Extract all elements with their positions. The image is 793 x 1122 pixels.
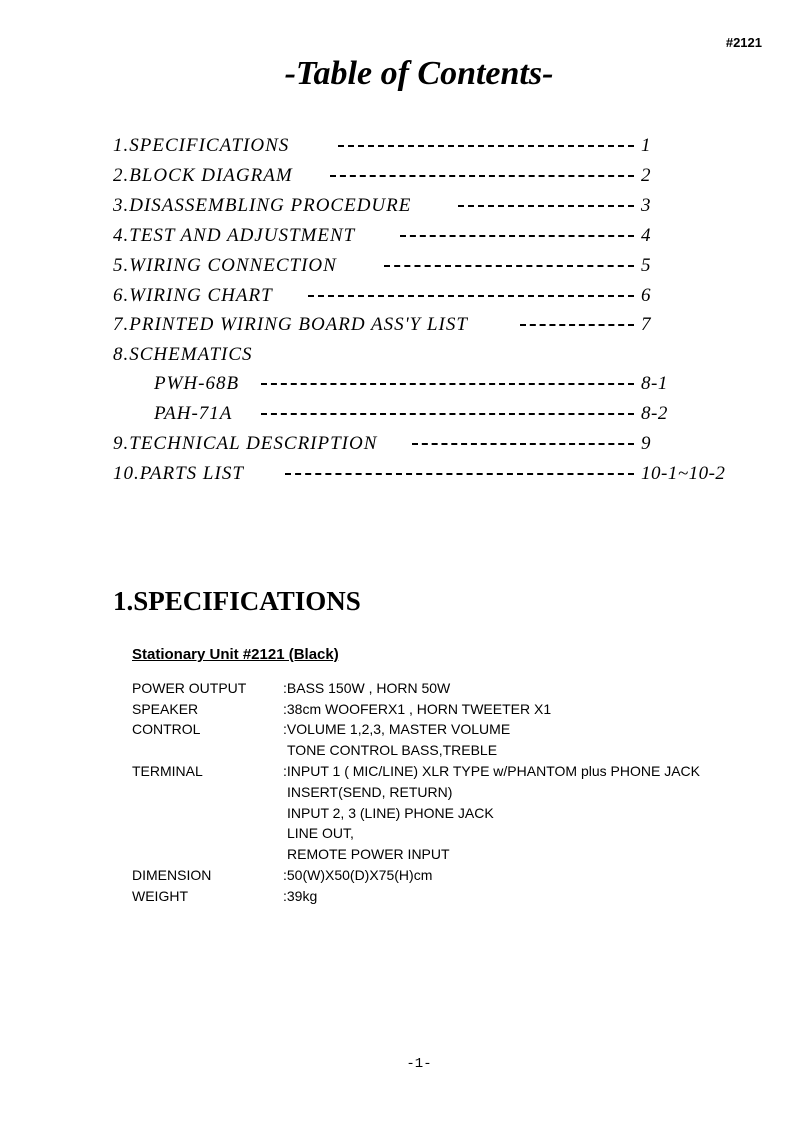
toc-entry-label: 7.PRINTED WIRING BOARD ASS'Y LIST	[113, 314, 468, 335]
toc-entry-page: 8-2	[641, 403, 668, 424]
spec-value: INSERT(SEND, RETURN)	[287, 784, 453, 800]
section-heading: 1.SPECIFICATIONS	[113, 586, 361, 616]
toc-leader-dashes	[308, 295, 634, 297]
spec-value: :VOLUME 1,2,3, MASTER VOLUME	[283, 721, 511, 737]
toc-entry-label: 6.WIRING CHART	[113, 285, 273, 306]
spec-key: POWER OUTPUT	[132, 680, 247, 696]
spec-row-weight	[132, 888, 772, 908]
toc-leader-dashes	[330, 175, 634, 177]
spec-row-terminal-cont	[132, 825, 772, 845]
spec-value: :50(W)X50(D)X75(H)cm	[283, 867, 433, 883]
toc-entry-label: 5.WIRING CONNECTION	[113, 255, 337, 276]
spec-row-dimension	[132, 867, 772, 887]
toc-entry-label: 4.TEST AND ADJUSTMENT	[113, 225, 356, 246]
toc-leader-dashes	[412, 443, 634, 445]
spec-row-control	[132, 721, 772, 741]
toc-entry-page: 3	[641, 195, 651, 216]
spec-key: SPEAKER	[132, 701, 199, 717]
spec-value: REMOTE POWER INPUT	[287, 846, 450, 862]
toc-entry-label: 10.PARTS LIST	[113, 463, 244, 484]
toc-entry-label: PAH-71A	[154, 403, 233, 424]
spec-key: DIMENSION	[132, 867, 212, 883]
toc-entry-label: 3.DISASSEMBLING PROCEDURE	[113, 195, 412, 216]
spec-key: TERMINAL	[132, 763, 203, 779]
spec-row-power-output	[132, 680, 772, 700]
toc-leader-dashes	[261, 413, 634, 415]
toc-entry-page: 4	[641, 225, 651, 246]
spec-value: INPUT 2, 3 (LINE) PHONE JACK	[287, 805, 494, 821]
toc-entry-label: 9.TECHNICAL DESCRIPTION	[113, 433, 378, 454]
toc-leader-dashes	[285, 473, 634, 475]
toc-entry-page: 7	[641, 314, 651, 335]
toc-entry-page: 9	[641, 433, 651, 454]
toc-entry-page: 2	[641, 165, 651, 186]
spec-value: TONE CONTROL BASS,TREBLE	[287, 742, 498, 758]
toc-entry-page: 5	[641, 255, 651, 276]
toc-entry-page: 8-1	[641, 373, 668, 394]
toc-entry-label: 1.SPECIFICATIONS	[113, 135, 290, 156]
spec-row-terminal-cont	[132, 846, 772, 866]
toc-entry-label: PWH-68B	[154, 373, 240, 394]
spec-row-speaker	[132, 701, 772, 721]
page-number: -1-	[406, 1056, 432, 1072]
toc-leader-dashes	[400, 235, 634, 237]
toc-title: -Table of Contents-	[284, 55, 554, 92]
toc-entry-page: 6	[641, 285, 651, 306]
toc-leader-dashes	[261, 383, 634, 385]
spec-row-control-cont	[132, 742, 772, 762]
toc-leader-dashes	[458, 205, 634, 207]
toc-leader-dashes	[520, 324, 634, 326]
document-number: #2121	[725, 35, 762, 50]
toc-leader-dashes	[338, 145, 634, 147]
spec-value: :BASS 150W , HORN 50W	[283, 680, 451, 696]
toc-leader-dashes	[384, 265, 634, 267]
spec-row-terminal	[132, 763, 772, 783]
spec-value: :38cm WOOFERX1 , HORN TWEETER X1	[283, 701, 552, 717]
toc-entry-page: 1	[641, 135, 651, 156]
spec-row-terminal-cont	[132, 805, 772, 825]
spec-key: CONTROL	[132, 721, 201, 737]
spec-value: LINE OUT,	[287, 825, 354, 841]
toc-entry-page: 10-1~10-2	[641, 463, 726, 484]
spec-value: :INPUT 1 ( MIC/LINE) XLR TYPE w/PHANTOM plus PHONE JACK	[283, 763, 700, 779]
toc-entry-label: 2.BLOCK DIAGRAM	[113, 165, 293, 186]
toc-entry-label: 8.SCHEMATICS	[113, 344, 253, 365]
spec-key: WEIGHT	[132, 888, 188, 904]
spec-value: :39kg	[283, 888, 318, 904]
unit-title: Stationary Unit #2121 (Black)	[132, 646, 339, 663]
spec-row-terminal-cont	[132, 784, 772, 804]
